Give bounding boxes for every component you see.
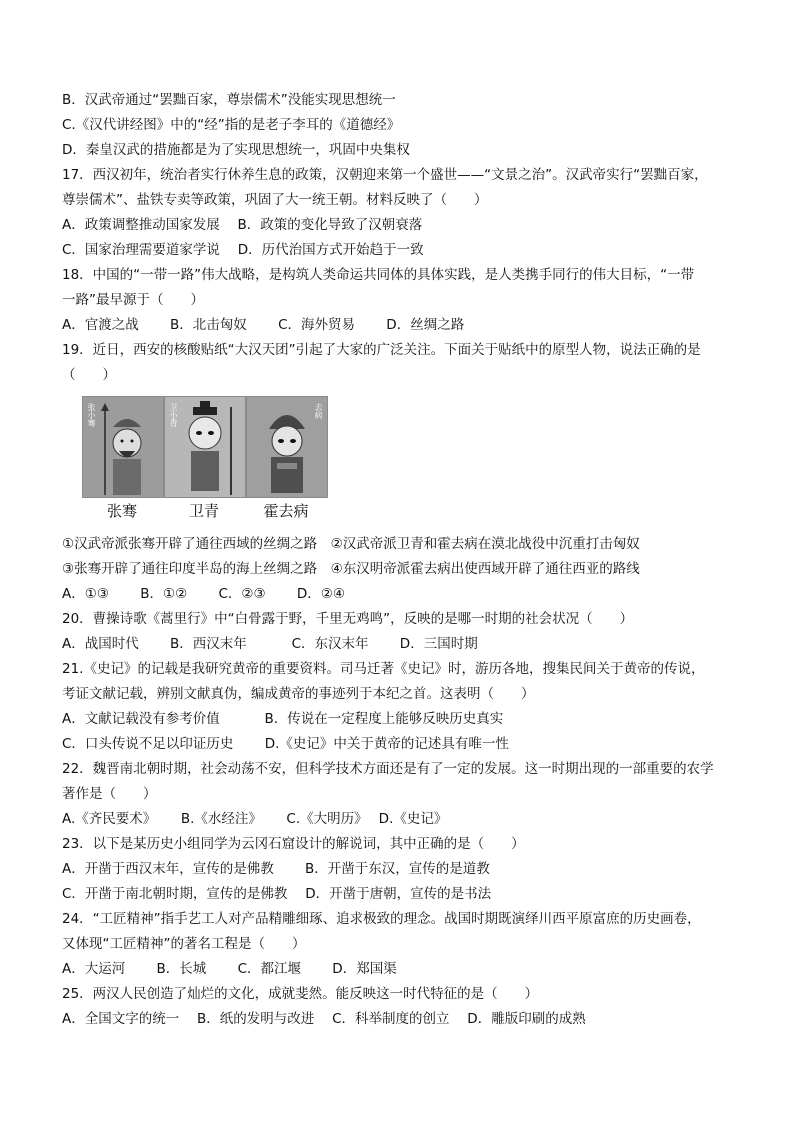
- question-21-stem: 考证文献记载，辨别文献真伪，编成黄帝的事迹列于本纪之首。这表明（ ）: [62, 686, 535, 702]
- question-22-stem: 22．魏晋南北朝时期，社会动荡不安，但科学技术方面还是有了一定的发展。这一时期出现的一部重要的农学: [62, 761, 714, 777]
- exam-page: [62, 88, 742, 1032]
- zhang-qian-picture: [82, 396, 164, 498]
- option-line: B．汉武帝通过“罢黜百家，尊崇儒术”没能实现思想统一: [62, 92, 396, 108]
- question-19-statements: ③张骞开辟了通往印度半岛的海上丝绸之路 ④东汉明帝派霍去病出使西域开辟了通往西亚的路线: [62, 561, 640, 577]
- question-23-options: C．开凿于南北朝时期，宣传的是佛教 D．开凿于唐朝，宣传的是书法: [62, 886, 492, 902]
- figure-caption: 卫青: [188, 502, 219, 520]
- question-18-stem: 一路”最早源于（ ）: [62, 292, 204, 308]
- question-25-options: A．全国文字的统一 B．纸的发明与改进 C．科举制度的创立 D．雕版印刷的成熟: [62, 1011, 586, 1027]
- question-24-stem: 又体现“工匠精神”的著名工程是（ ）: [62, 936, 306, 952]
- option-line: D．秦皇汉武的措施都是为了实现思想统一，巩固中央集权: [62, 142, 410, 158]
- side-label: 去病: [314, 403, 323, 419]
- question-25-stem: 25．两汉人民创造了灿烂的文化，成就斐然。能反映这一时代特征的是（ ）: [62, 986, 539, 1002]
- question-19-options: A．①③ B．①② C．②③ D．②④: [62, 586, 346, 602]
- question-18-stem: 18．中国的“一带一路”伟大战略，是构筑人类命运共同体的具体实践，是人类携手同行的伟大目标，“一带: [62, 267, 695, 283]
- question-19-statements: ①汉武帝派张骞开辟了通往西域的丝绸之路 ②汉武帝派卫青和霍去病在漠北战役中沉重打击匈奴: [62, 536, 640, 552]
- question-21-options: C．口头传说不足以印证历史 D.《史记》中关于黄帝的记述具有唯一性: [62, 736, 509, 752]
- figure-caption: 霍去病: [263, 502, 309, 520]
- question-22-options: A.《齐民要术》 B.《水经注》 C.《大明历》 D.《史记》: [62, 811, 448, 827]
- question-20-options: A．战国时代 B．西汉末年 C．东汉末年 D．三国时期: [62, 636, 478, 652]
- han-figures-image: [82, 396, 327, 526]
- question-21-stem: 21.《史记》的记载是我研究黄帝的重要资料。司马迁著《史记》时，游历各地，搜集民间关于黄帝的传说，: [62, 661, 705, 677]
- question-23-stem: 23．以下是某历史小组同学为云冈石窟设计的解说词，其中正确的是（ ）: [62, 836, 525, 852]
- question-19-stem: 19．近日，西安的核酸贴纸“大汉天团”引起了大家的广泛关注。下面关于贴纸中的原型人物，说法正确的是: [62, 342, 701, 358]
- option-line: C.《汉代讲经图》中的“经”指的是老子李耳的《道德经》: [62, 117, 401, 133]
- question-22-stem: 著作是（ ）: [62, 786, 157, 802]
- question-23-options: A．开凿于西汉末年，宣传的是佛教 B．开凿于东汉，宣传的是道教: [62, 861, 490, 877]
- huo-qubing-picture: [246, 396, 328, 498]
- question-24-options: A．大运河 B．长城 C．都江堰 D．郑国渠: [62, 961, 397, 977]
- question-17-options: C．国家治理需要道家学说 D．历代治国方式开始趋于一致: [62, 242, 424, 258]
- wei-qing-picture: [164, 396, 246, 498]
- question-17-stem: 17．西汉初年，统治者实行休养生息的政策，汉朝迎来第一个盛世——“文景之治”。汉武帝实行“罢黜百家，: [62, 167, 708, 183]
- side-label: 卫小青: [169, 403, 178, 427]
- question-18-options: A．官渡之战 B．北击匈奴 C．海外贸易 D．丝绸之路: [62, 317, 465, 333]
- question-17-stem: 尊崇儒术”、盐铁专卖等政策，巩固了大一统王朝。材料反映了（ ）: [62, 192, 488, 208]
- question-21-options: A．文献记载没有参考价值 B．传说在一定程度上能够反映历史真实: [62, 711, 504, 727]
- question-20-stem: 20．曹操诗歌《蒿里行》中“白骨露于野，千里无鸡鸣”，反映的是哪一时期的社会状况（ ）: [62, 611, 634, 627]
- question-19-stem: （ ）: [62, 367, 116, 383]
- side-label: 张小骞: [87, 403, 96, 427]
- question-24-stem: 24．“工匠精神”指手艺工人对产品精雕细琢、追求极致的理念。战国时期既演绎川西平原富庶的历史画卷，: [62, 911, 701, 927]
- figure-caption: 张骞: [106, 502, 137, 520]
- question-17-options: A．政策调整推动国家发展 B．政策的变化导致了汉朝衰落: [62, 217, 423, 233]
